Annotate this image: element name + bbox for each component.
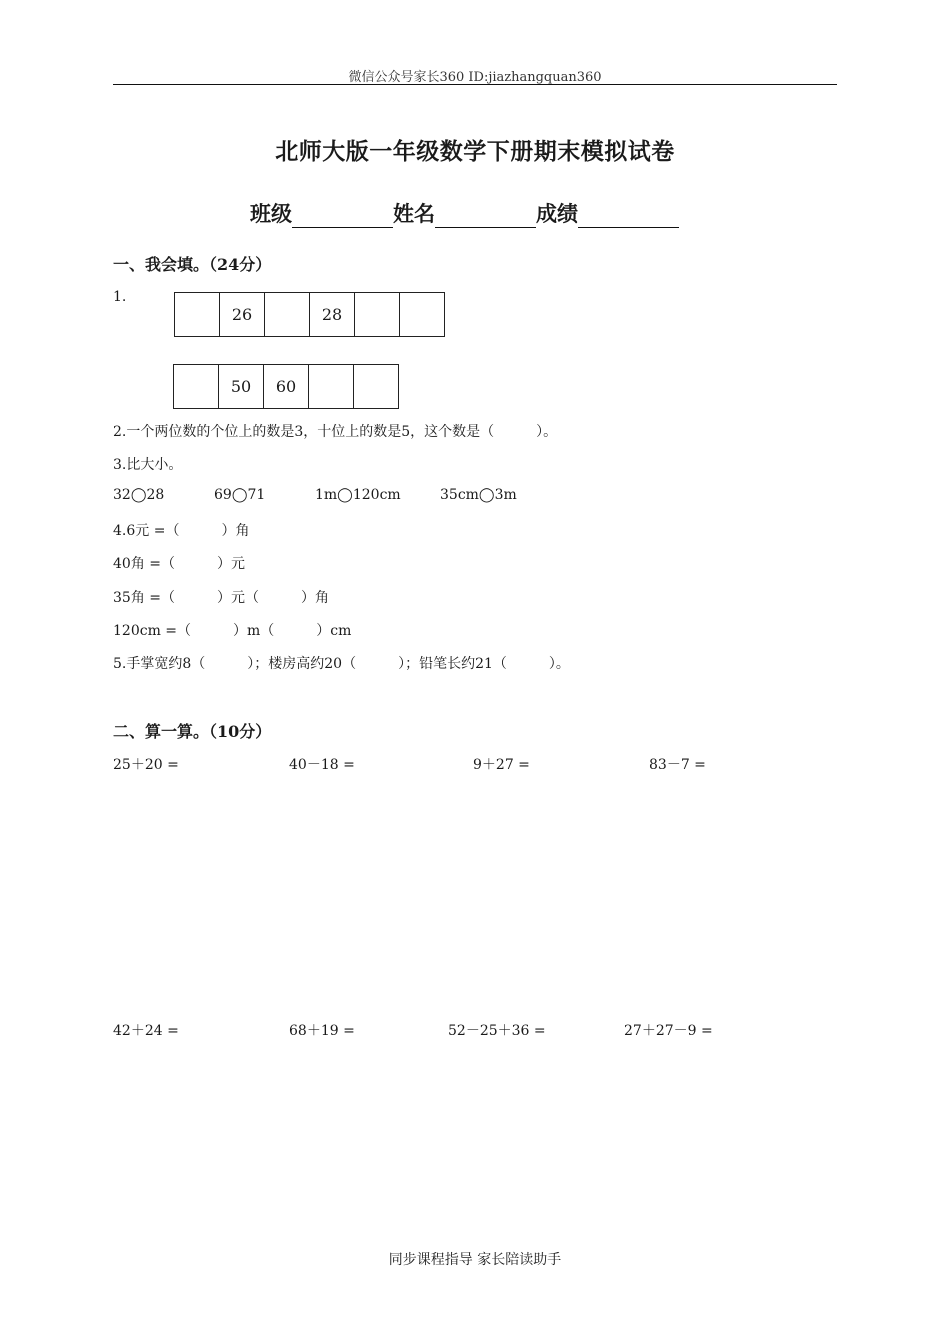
q4-line: 40角 =（ ）元 [113,556,245,572]
calc-problem: 25＋20 = [113,757,179,773]
calc-problem: 83－7 = [649,757,706,773]
page-footer: 同步课程指导 家长陪读助手 [388,1252,562,1268]
grid1-cell[interactable] [400,293,445,337]
grid1-cell: 26 [220,293,265,337]
header-rule [113,84,837,85]
q4-line: 35角 =（ ）元（ ）角 [113,590,329,606]
grid1-cell: 28 [310,293,355,337]
q4-line: 120cm =（ ）m（ ）cm [113,623,352,639]
q1-number: 1. [113,289,127,305]
calc-problem: 52－25＋36 = [448,1023,546,1039]
grid1-cell[interactable] [355,293,400,337]
compare-item: 32◯28 [113,487,165,503]
number-grid-1 [174,292,445,337]
q5-text: 5.手掌宽约8（ ）；楼房高约20（ ）；铅笔长约21（ ）。 [113,656,570,672]
name-label: 姓名 [393,201,435,226]
page-header: 微信公众号家长360 ID:jiazhangquan360 [348,70,602,85]
compare-item: 69◯71 [214,487,266,503]
calc-problem: 9＋27 = [473,757,530,773]
score-label: 成绩 [536,201,578,226]
section2-heading: 二、算一算。（10分） [113,722,272,741]
class-label: 班级 [250,201,292,226]
page-title: 北师大版一年级数学下册期末模拟试卷 [275,138,675,165]
q2-text: 2.一个两位数的个位上的数是3，十位上的数是5，这个数是（ ）。 [113,424,558,440]
grid2-cell[interactable] [309,365,354,409]
student-info [250,198,679,228]
score-blank[interactable] [578,205,679,228]
grid1-cell[interactable] [175,293,220,337]
calc-problem: 27＋27－9 = [624,1023,713,1039]
q3-text: 3.比大小。 [113,457,183,473]
name-blank[interactable] [435,205,536,228]
calc-problem: 68＋19 = [289,1023,355,1039]
calc-problem: 42＋24 = [113,1023,179,1039]
grid2-cell[interactable] [174,365,219,409]
calc-problem: 40－18 = [289,757,355,773]
grid1-cell[interactable] [265,293,310,337]
grid2-cell: 60 [264,365,309,409]
section1-heading: 一、我会填。（24分） [113,255,272,274]
grid2-cell[interactable] [354,365,399,409]
compare-item: 1m◯120cm [315,487,401,503]
q4-line: 4.6元 =（ ）角 [113,523,250,539]
compare-item: 35cm◯3m [440,487,517,503]
class-blank[interactable] [292,205,393,228]
grid2-cell: 50 [219,365,264,409]
number-grid-2 [173,364,399,409]
